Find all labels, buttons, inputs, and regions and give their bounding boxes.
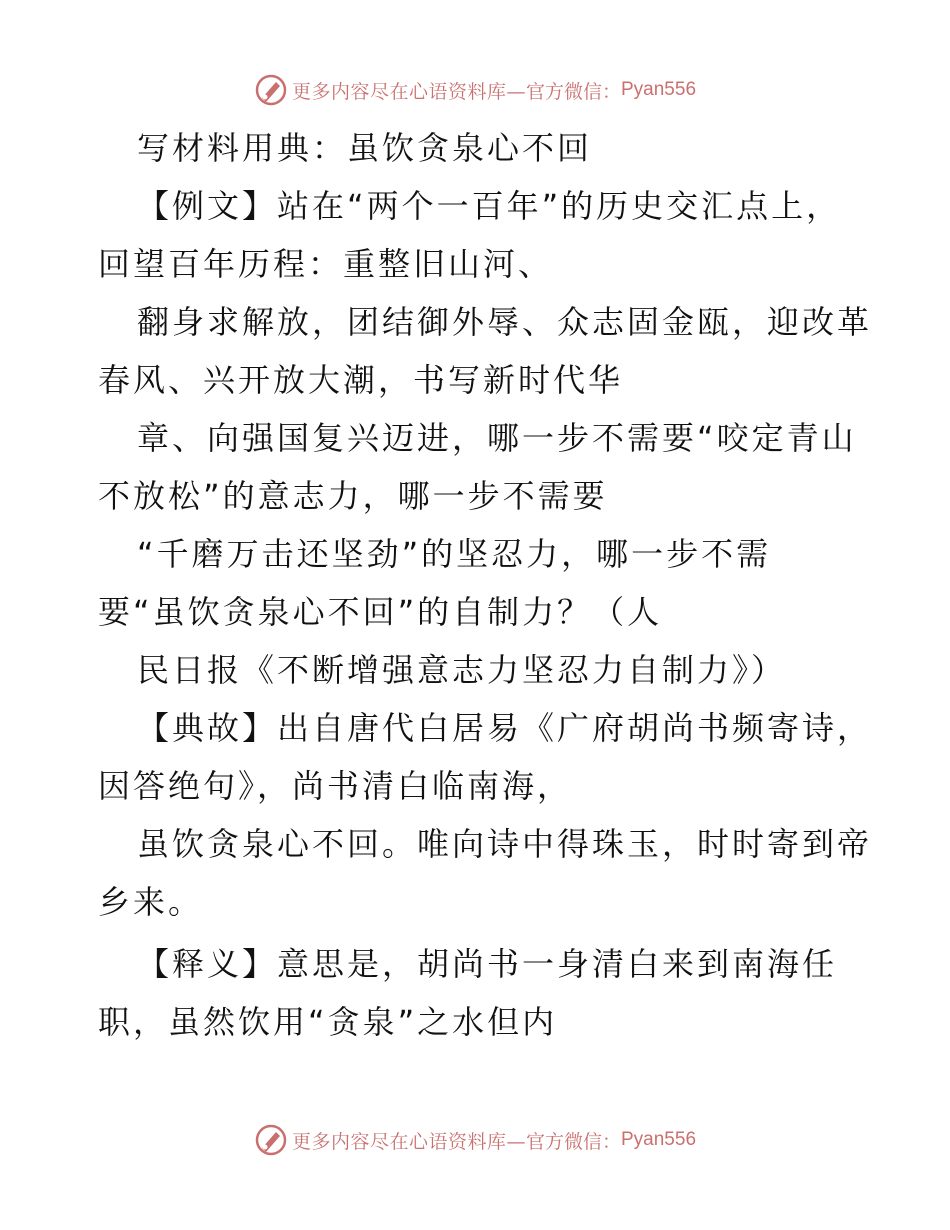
text-line: 【例文】站在“两个一百年”的历史交汇点上， <box>137 187 842 225</box>
text-line: 职，虽然饮用“贪泉”之水但内 <box>98 1003 558 1041</box>
text-line: 民日报《不断增强意志力坚忍力自制力》） <box>137 651 787 689</box>
text-line: 回望百年历程：重整旧山河、 <box>98 245 554 283</box>
footer-watermark <box>0 1120 950 1160</box>
text-line: 【典故】出自唐代白居易《广府胡尚书频寄诗， <box>137 709 873 747</box>
text-line: 章、向强国复兴迈进，哪一步不需要“咬定青山 <box>137 419 857 457</box>
text-line: 要“虽饮贪泉心不回”的自制力？（人 <box>98 593 663 631</box>
header-watermark <box>0 70 950 110</box>
watermark-wechat-id: Pyan556 <box>621 79 697 100</box>
text-line: 翻身求解放，团结御外辱、众志固金瓯，迎改革 <box>137 303 873 341</box>
watermark-text: 更多内容尽在心语资料库— <box>291 1130 526 1153</box>
text-line: 【释义】意思是，胡尚书一身清白来到南海任 <box>137 945 838 983</box>
text-line: 乡来。 <box>98 883 204 921</box>
text-line: 写材料用典：虽饮贪泉心不回 <box>137 129 593 167</box>
text-line: 春风、兴开放大潮，书写新时代华 <box>98 361 624 399</box>
text-line: 不放松”的意志力，哪一步不需要 <box>98 477 608 515</box>
watermark-wechat-label: 官方微信： <box>525 80 621 103</box>
watermark-wechat-label: 官方微信： <box>525 1130 621 1153</box>
watermark-wechat-id: Pyan556 <box>621 1129 697 1150</box>
pen-logo-icon <box>254 1123 288 1157</box>
text-line: 因答绝句》，尚书清白临南海， <box>98 767 573 805</box>
text-line: 虽饮贪泉心不回。唯向诗中得珠玉，时时寄到帝 <box>137 825 873 863</box>
watermark-text: 更多内容尽在心语资料库— <box>291 80 526 103</box>
pen-logo-icon <box>254 73 288 107</box>
text-line: “千磨万击还坚劲”的坚忍力，哪一步不需 <box>137 535 772 573</box>
